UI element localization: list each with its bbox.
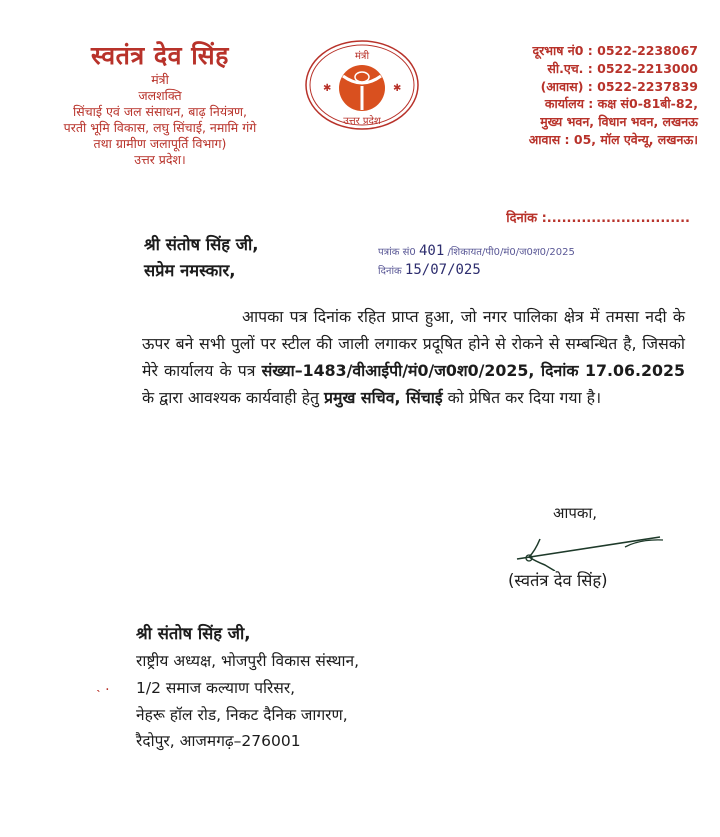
ref-prefix: पत्रांक सं0 (378, 247, 416, 258)
salutation (144, 232, 259, 283)
ref-suffix: /शिकायत/पी0/मं0/ज0श0/2025 (447, 247, 575, 258)
address-line: 1/2 समाज कल्याण परिसर, (136, 679, 296, 698)
recipient-address (96, 620, 360, 755)
address-line: नेहरू हॉल रोड, निकट दैनिक जागरण, (136, 705, 348, 724)
department-line: परती भूमि विकास, लघु सिंचाई, नमामि गंगे (63, 120, 257, 135)
reference-number: संख्या–1483/वीआईपी/मं0/ज0श0/2025, दिनांक 17.06.2025 (261, 360, 685, 380)
minister-name: स्वतंत्र देव सिंह (91, 41, 229, 70)
address-line: राष्ट्रीय अध्यक्ष, भोजपुरी विकास संस्थान, (136, 652, 360, 671)
valediction: आपका, (553, 504, 598, 522)
contact-line: दूरभाष नं0 : 0522-2238067 (532, 43, 698, 58)
ref-number: 401 (418, 243, 445, 259)
stamp-date-value: 15/07/025 (404, 261, 481, 278)
forwarded-to: प्रमुख सचिव, सिंचाई (324, 387, 443, 407)
contact-line: सी.एच. : 0522-2213000 (547, 60, 698, 76)
stamp-date-label: दिनांक (378, 265, 402, 277)
dispatch-stamp (378, 242, 575, 280)
seal-bottom-text: उत्तर प्रदेश (343, 116, 381, 127)
body-text: को प्रेषित कर दिया गया है। (442, 387, 602, 407)
contact-line: आवास : 05, मॉल एवेन्यू, लखनऊ। (528, 131, 698, 147)
designation: मंत्री (151, 72, 169, 87)
letterhead-left (40, 40, 280, 168)
signature (515, 527, 665, 571)
recipient-name: श्री संतोष सिंह जी, (136, 624, 251, 643)
department-line: उत्तर प्रदेश। (134, 152, 186, 167)
contact-line: मुख्य भवन, विधान भवन, लखनऊ (540, 114, 698, 129)
department-line: जलशक्ति (138, 88, 182, 103)
letterhead-contacts (468, 42, 698, 149)
pen-mark: ˴ · (96, 682, 110, 698)
contact-line: कार्यालय : कक्ष सं0-81बी-82, (544, 96, 698, 112)
svg-text:✱: ✱ (323, 83, 332, 94)
contact-line: (आवास) : 0522-2237839 (540, 78, 698, 94)
seal-top-text: मंत्री (354, 51, 370, 62)
letter-body (142, 304, 685, 411)
address-line: रैदोपुर, आजमगढ़–276001 (136, 732, 301, 751)
body-text: आपका पत्र दिनांक रहित प्राप्त हुआ, जो नगर पालिका क्षेत्र में तमसा नदी के ऊपर बने सभी पुलों पर स्टील की जाली लगाकर प्रदूषित होने से रोकने से सम्बन्धित है, जिसको मेरे कार्यालय के पत्र (142, 307, 685, 380)
department-line: तथा ग्रामीण जलापूर्ति विभाग) (93, 136, 227, 151)
date-field: दिनांक :............................. (506, 211, 690, 226)
svg-text:✱: ✱ (393, 83, 402, 94)
greeting: सप्रेम नमस्कार, (144, 260, 236, 280)
up-government-seal-icon (303, 38, 421, 132)
department-line: सिंचाई एवं जल संसाधन, बाढ़ नियंत्रण, (73, 104, 247, 119)
addressee: श्री संतोष सिंह जी, (144, 235, 259, 254)
signer-name: (स्वतंत्र देव सिंह) (508, 571, 608, 590)
body-text: के द्वारा आवश्यक कार्यवाही हेतु (142, 387, 325, 407)
